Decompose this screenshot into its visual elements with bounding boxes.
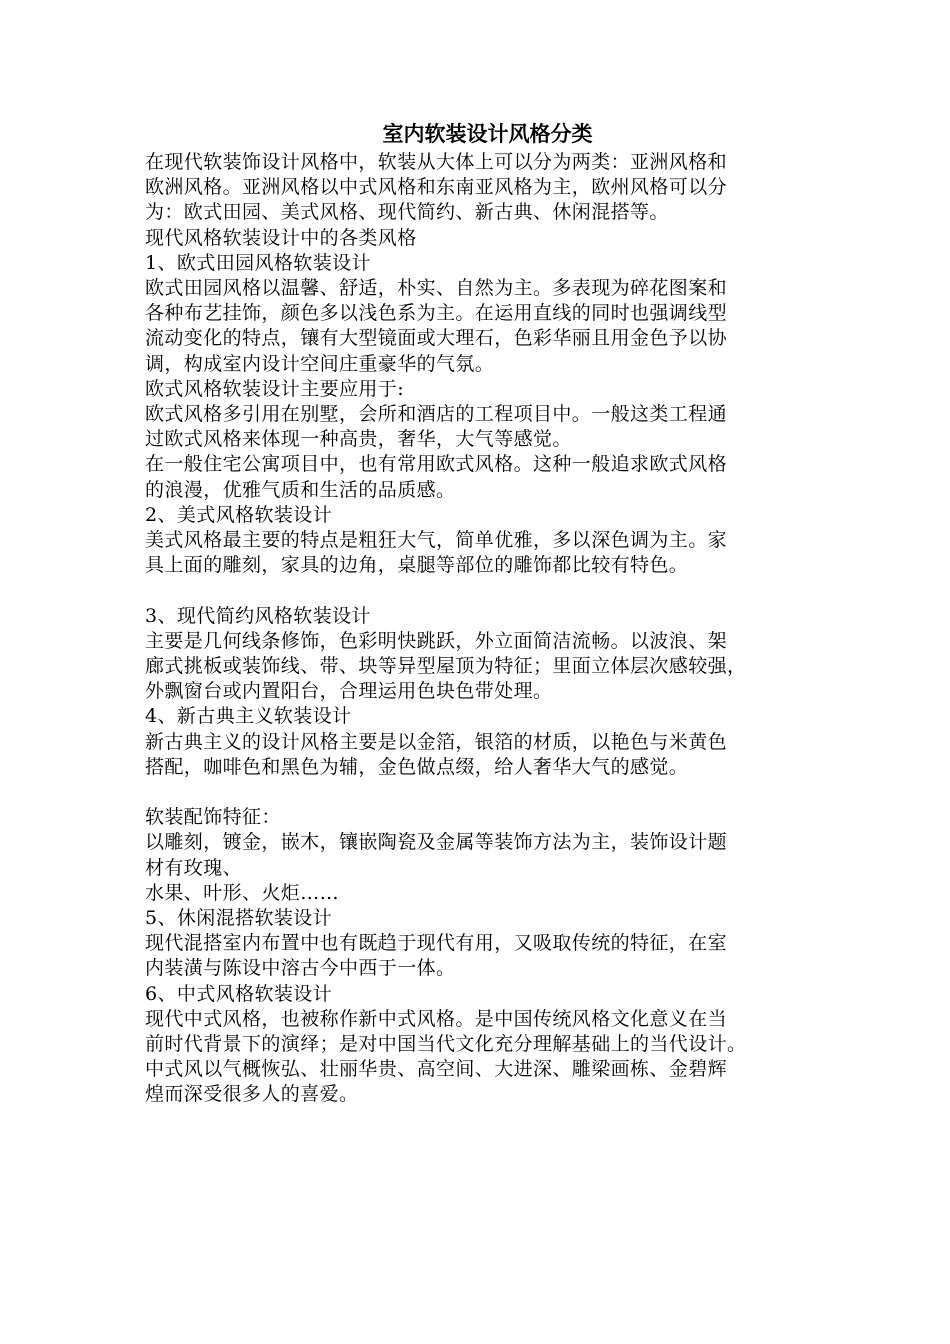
blank-line	[145, 578, 810, 603]
body-line: 具上面的雕刻，家具的边角，桌腿等部位的雕饰都比较有特色。	[145, 554, 689, 577]
body-line: 前时代背景下的演绎；是对中国当代文化充分理解基础上的当代设计。	[145, 1033, 747, 1056]
body-line: 在一般住宅公寓项目中，也有常用欧式风格。这种一般追求欧式风格	[145, 453, 728, 476]
body-line: 外飘窗台或内置阳台，合理运用色块色带处理。	[145, 680, 553, 703]
body-line: 现代风格软装设计中的各类风格	[145, 226, 417, 249]
body-line: 1、欧式田园风格软装设计	[145, 251, 371, 274]
body-line: 在现代软装饰设计风格中，软装从大体上可以分为两类：亚洲风格和	[145, 151, 728, 173]
blank-line	[145, 780, 810, 805]
body-line: 调，构成室内设计空间庄重豪华的气氛。	[145, 352, 495, 375]
body-line: 现代中式风格，也被称作新中式风格。是中国传统风格文化意义在当	[145, 1007, 728, 1030]
body-line: 廊式挑板或装饰线、带、块等异型屋顶为特征；里面立体层次感较强，	[145, 655, 747, 678]
body-line: 水果、叶形、火炬……	[145, 881, 340, 904]
body-line: 现代混搭室内布置中也有既趋于现代有用，又吸取传统的特征，在室	[145, 932, 728, 955]
body-line: 过欧式风格来体现一种高贵，奢华，大气等感觉。	[145, 428, 572, 451]
body-line: 搭配，咖啡色和黑色为辅，金色做点缀，给人奢华大气的感觉。	[145, 755, 689, 778]
body-line: 欧式风格多引用在别墅，会所和酒店的工程项目中。一般这类工程通	[145, 403, 728, 426]
body-line: 内装潢与陈设中溶古今中西于一体。	[145, 957, 456, 980]
body-line: 5、休闲混搭软装设计	[145, 907, 333, 930]
body-line: 软装配饰特征：	[145, 806, 281, 829]
body-line: 为：欧式田园、美式风格、现代简约、新古典、休闲混搭等。	[145, 201, 669, 224]
body-line: 各种布艺挂饰，颜色多以浅色系为主。在运用直线的同时也强调线型	[145, 302, 728, 325]
body-line: 材有玫瑰、	[145, 856, 243, 879]
body-line: 欧式风格软装设计主要应用于:	[145, 377, 405, 400]
body-line: 2、美式风格软装设计	[145, 503, 333, 526]
body-line: 4、新古典主义软装设计	[145, 705, 352, 728]
document-page	[145, 118, 810, 1108]
body-line: 煌而深受很多人的喜爱。	[145, 1083, 359, 1106]
document-title: 室内软装设计风格分类	[382, 122, 593, 146]
body-line: 流动变化的特点，镶有大型镜面或大理石，色彩华丽且用金色予以协	[145, 327, 728, 350]
body-line: 6、中式风格软装设计	[145, 982, 333, 1005]
body-line: 以雕刻，镀金，嵌木，镶嵌陶瓷及金属等装饰方法为主，装饰设计题	[145, 831, 728, 854]
body-line: 中式风以气概恢弘、壮丽华贵、高空间、大进深、雕梁画栋、金碧辉	[145, 1058, 728, 1081]
body-line: 欧洲风格。亚洲风格以中式风格和东南亚风格为主，欧州风格可以分	[145, 176, 728, 199]
document-body	[145, 150, 810, 1108]
body-line: 主要是几何线条修饰，色彩明快跳跃，外立面简洁流畅。以波浪、架	[145, 629, 728, 652]
body-line: 3、现代简约风格软装设计	[145, 604, 371, 627]
body-line: 的浪漫，优雅气质和生活的品质感。	[145, 478, 456, 501]
body-line: 新古典主义的设计风格主要是以金箔，银箔的材质，以艳色与米黄色	[145, 730, 728, 753]
body-line: 美式风格最主要的特点是粗狂大气，简单优雅，多以深色调为主。家	[145, 529, 728, 552]
body-line: 欧式田园风格以温馨、舒适，朴实、自然为主。多表现为碎花图案和	[145, 277, 728, 300]
